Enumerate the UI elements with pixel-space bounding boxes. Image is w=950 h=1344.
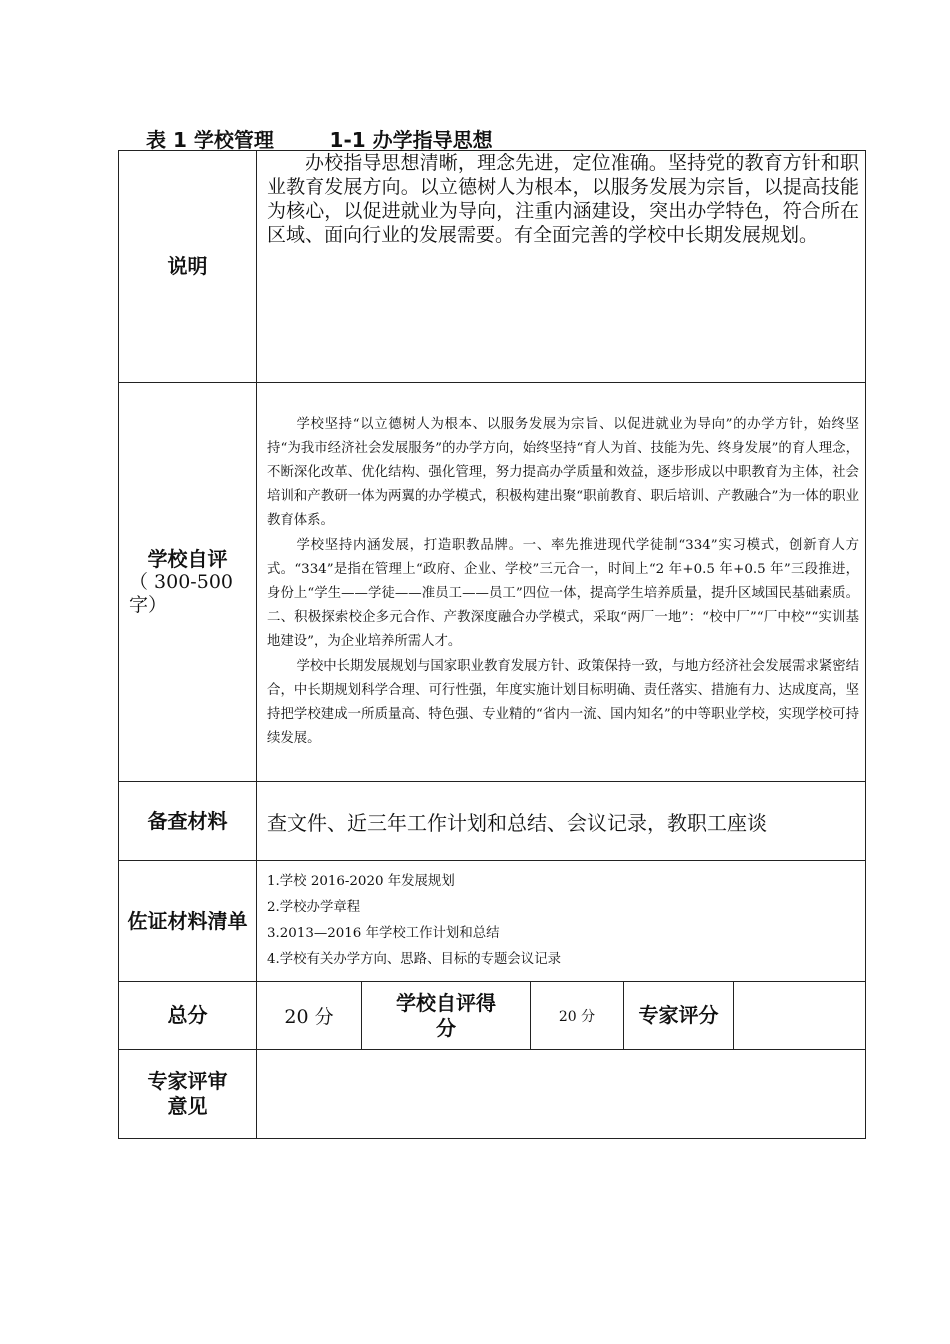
self-evaluation-label [119,383,257,782]
table-caption [146,124,493,153]
self-evaluation-row [119,383,866,782]
expert-score-value[interactable] [734,982,866,1050]
list-item: 1.学校 2016-2020 年发展规划 [267,874,455,889]
self-evaluation-label-sub: （ 300-500 字） [129,570,233,616]
score-row [119,982,866,1050]
evidence-label: 佐证材料清单 [119,861,257,982]
self-evaluation-label-main: 学校自评 [147,546,228,571]
expert-score-label: 专家评分 [624,982,734,1050]
description-row [119,151,866,383]
expert-opinion-label: 专家评审意见 [119,1050,257,1139]
self-evaluation-text [257,383,866,782]
evidence-list [257,861,866,982]
description-label: 说明 [119,151,257,383]
list-item: 4.学校有关办学方向、思路、目标的专题会议记录 [267,952,561,967]
list-item: 3.2013—2016 年学校工作计划和总结 [267,926,500,941]
section-title: 1-1 办学指导思想 [329,128,493,152]
total-score-label: 总分 [119,982,257,1050]
self-score-label: 学校自评得分 [362,982,531,1050]
evaluation-table [118,150,866,1139]
list-item: 2.学校办学章程 [267,900,361,915]
expert-opinion-text[interactable] [257,1050,866,1139]
materials-row [119,782,866,861]
description-text: 办校指导思想清晰，理念先进，定位准确。坚持党的教育方针和职业教育发展方向。以立德树人为根本，以服务发展为宗旨，以提高技能为核心，以促进就业为导向，注重内涵建设，突出办学特色，符合所在区域、面向行业的发展需要。有全面完善的学校中长期发展规划。 [257,151,866,383]
expert-opinion-row [119,1050,866,1139]
self-evaluation-paragraph: 学校中长期发展规划与国家职业教育发展方针、政策保持一致，与地方经济社会发展需求紧密结合，中长期规划科学合理、可行性强，年度实施计划目标明确、责任落实、措施有力、达成度高，坚持把学校建成一所质量高、特色强、专业精的“省内一流、国内知名”的中等职业学校，实现学校可持续发展。 [267,658,860,747]
self-evaluation-paragraph: 学校坚持“以立德树人为根本、以服务发展为宗旨、以促进就业为导向”的办学方针，始终坚持“为我市经济社会发展服务”的办学方向，始终坚持“育人为首、技能为先、终身发展”的育人理念，不断深化改革、优化结构、强化管理，努力提高办学质量和效益，逐步形成以中职教育为主体，社会培训和产教研一体为两翼的办学模式，积极构建出聚“职前教育、职后培训、产教融合”为一体的职业教育体系。 [267,416,860,529]
materials-label: 备查材料 [119,782,257,861]
table-number: 表 1 学校管理 [146,128,274,152]
self-score-value: 20 分 [531,982,624,1050]
materials-text: 查文件、近三年工作计划和总结、会议记录，教职工座谈 [257,782,866,861]
evidence-row [119,861,866,982]
self-evaluation-paragraph: 学校坚持内涵发展，打造职教品牌。一、率先推进现代学徒制“334”实习模式，创新育人方式。“334”是指在管理上“政府、企业、学校”三元合一，时间上“2 年+0.5 年+0.5 年”三段推进，身份上“学生——学徒——准员工——员工”四位一体，提高学生培养质量，提升区域国民基础素质。二、积极探索校企多元合作、产教深度融合办学模式，采取“两厂一地”：“校中厂”“厂中校”“实训基地建设”，为企业培养所需人才。 [267,537,860,650]
total-score-value: 20 分 [257,982,362,1050]
